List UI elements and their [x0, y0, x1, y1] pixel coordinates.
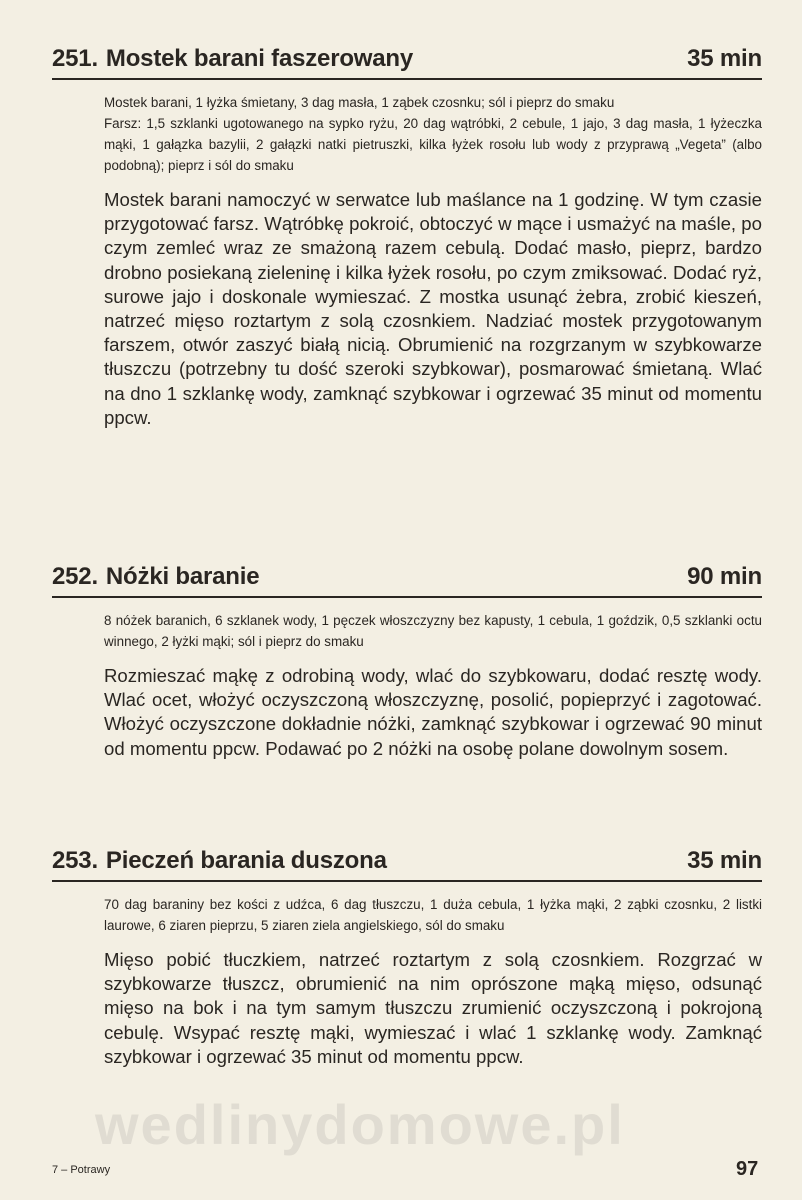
- page-number: 97: [736, 1158, 759, 1180]
- ingredients-line: Farsz: 1,5 szklanki ugotowanego na sypko ryżu, 20 dag wątróbki, 2 cebule, 1 jajo, 3 dag masła, 1 łyżeczka mąki, 1 gałązka bazylii, 2 gałązki natki pietruszki, kilka łyżek rosołu lub wody z przyprawą „Vegeta” (albo podobną); pieprz i sól do smaku: [104, 116, 762, 173]
- ingredients-line: 70 dag baraniny bez kości z udźca, 6 dag tłuszczu, 1 duża cebula, 1 łyżka mąki, 2 ząbki czosnku, 2 listki laurowe, 6 ziaren pieprzu, 5 ziaren ziela angielskiego, sól do smaku: [104, 897, 762, 933]
- recipe-252: [52, 562, 762, 761]
- recipe-253: [52, 846, 762, 1069]
- method-text: Mostek barani namoczyć w serwatce lub maślance na 1 godzinę. W tym czasie przygotować farsz. Wątróbkę pokroić, obtoczyć w mące i usmażyć na maśle, po czym zemleć wraz ze smażoną razem cebulą. Dodać masło, pieprz, bardzo drobno posiekaną zieleninę i kilka łyżek rosołu, po czym zmiksować. Dodać ryż, surowe jajo i doskonale wymieszać. Z mostka usunąć żebra, zrobić kieszeń, natrzeć mięso roztartym z solą czosnkiem. Nadziać mostek przygotowanym farszem, otwór zaszyć białą nicią. Obrumienić na rozgrzanym w szybkowarze tłuszczu (potrzebny tu dość szeroki szybkowar), posmarować śmietaną. Wlać na dno 1 szklankę wody, zamknąć szybkowar i ogrzewać 35 minut od momentu ppcw.: [104, 189, 762, 428]
- recipe-title: Nóżki baranie: [105, 563, 260, 590]
- recipe-number: 253.: [52, 847, 98, 874]
- recipe-251: [52, 44, 762, 430]
- recipe-number: 252.: [52, 563, 98, 590]
- recipe-time: 35 min: [687, 847, 762, 874]
- watermark: wedlinydomowe.pl: [95, 1093, 625, 1156]
- footer-section-label: 7 – Potrawy: [52, 1164, 111, 1176]
- ingredients-block: [104, 894, 762, 936]
- ingredients-line: 8 nóżek baranich, 6 szklanek wody, 1 pęczek włoszczyzny bez kapusty, 1 cebula, 1 goździk, 0,5 szklanki octu winnego, 2 łyżki mąki; sól i pieprz do smaku: [104, 613, 762, 649]
- recipe-header: [52, 846, 762, 882]
- recipe-header: [52, 562, 762, 598]
- recipe-header: [52, 44, 762, 80]
- recipe-time: 90 min: [687, 563, 762, 590]
- recipe-title: Pieczeń barania duszona: [105, 847, 387, 874]
- recipe-title: Mostek barani faszerowany: [105, 45, 414, 72]
- ingredients-block: [104, 610, 762, 652]
- recipe-number: 251.: [52, 45, 98, 72]
- method-text: Mięso pobić tłuczkiem, natrzeć roztartym z solą czosnkiem. Rozgrzać w szybkowarze tłuszcz, obrumienić na nim oprószone mąką mięso, odsunąć mięso na bok i na tym samym tłuszczu zrumienić oczyszczoną i pokrojoną cebulę. Wsypać resztę mąki, wymieszać i wlać 1 szklankę wody. Zamknąć szybkowar i ogrzewać 35 minut od momentu ppcw.: [104, 949, 762, 1067]
- ingredients-line: Mostek barani, 1 łyżka śmietany, 3 dag masła, 1 ząbek czosnku; sól i pieprz do smaku: [104, 95, 615, 110]
- method-text: Rozmieszać mąkę z odrobiną wody, wlać do szybkowaru, dodać resztę wody. Wlać ocet, włożyć oczyszczoną włoszczyznę, posolić, popieprzyć i zagotować. Włożyć oczyszczone dokładnie nóżki, zamknąć szybkowar i ogrzewać 90 minut od momentu ppcw. Podawać po 2 nóżki na osobę polane dowolnym sosem.: [104, 665, 762, 759]
- ingredients-block: [104, 92, 762, 176]
- recipe-time: 35 min: [687, 45, 762, 72]
